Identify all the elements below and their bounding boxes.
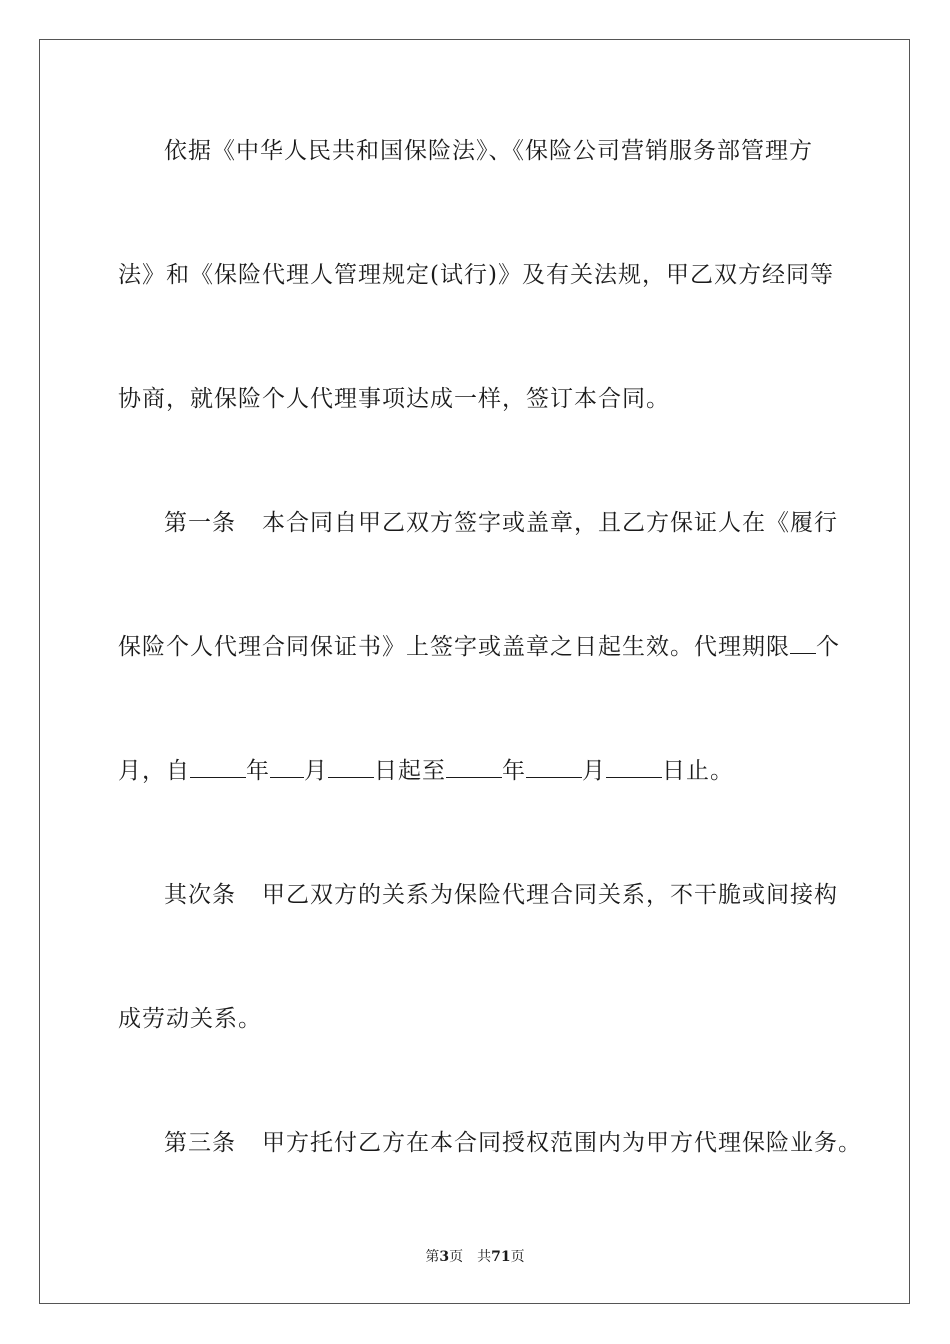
page-footer: 第3页 共71页 (425, 1249, 525, 1265)
article-1-line-1: 第一条 本合同自甲乙双方签字或盖章，且乙方保证人在《履行 (164, 510, 838, 536)
article-2-line-1: 其次条 甲乙双方的关系为保险代理合同关系，不干脆或间接构 (164, 882, 838, 908)
article-1-line-2: 保险个人代理合同保证书》上签字或盖章之日起生效。代理期限 个 (118, 627, 838, 667)
article-3-heading: 第三条 (164, 1130, 236, 1156)
end-month-blank (526, 751, 582, 778)
start-month-blank (270, 751, 304, 778)
page-border (39, 39, 910, 1304)
article-3-line-1: 第三条 甲方托付乙方在本合同授权范围内为甲方代理保险业务。 (164, 1130, 862, 1156)
current-page-number: 3 (439, 1249, 450, 1265)
article-2-line-2: 成劳动关系。 (118, 1006, 262, 1032)
end-year-blank (446, 751, 502, 778)
term-months-blank (790, 627, 816, 654)
total-pages-number: 71 (491, 1249, 511, 1265)
start-day-blank (328, 751, 374, 778)
start-year-blank (190, 751, 246, 778)
article-1-heading: 第一条 (164, 510, 236, 536)
end-day-blank (606, 751, 662, 778)
article-1-line-3: 月，自 年 月 日起至 年 月 日止。 (118, 751, 838, 791)
paragraph-1-line-1: 依据《中华人民共和国保险法》、《保险公司营销服务部管理方 (164, 138, 813, 164)
article-2-heading: 其次条 (164, 882, 236, 908)
paragraph-1-line-2: 法》和《保险代理人管理规定(试行)》及有关法规，甲乙双方经同等 (118, 262, 834, 288)
paragraph-1-line-3: 协商，就保险个人代理事项达成一样，签订本合同。 (118, 386, 670, 412)
